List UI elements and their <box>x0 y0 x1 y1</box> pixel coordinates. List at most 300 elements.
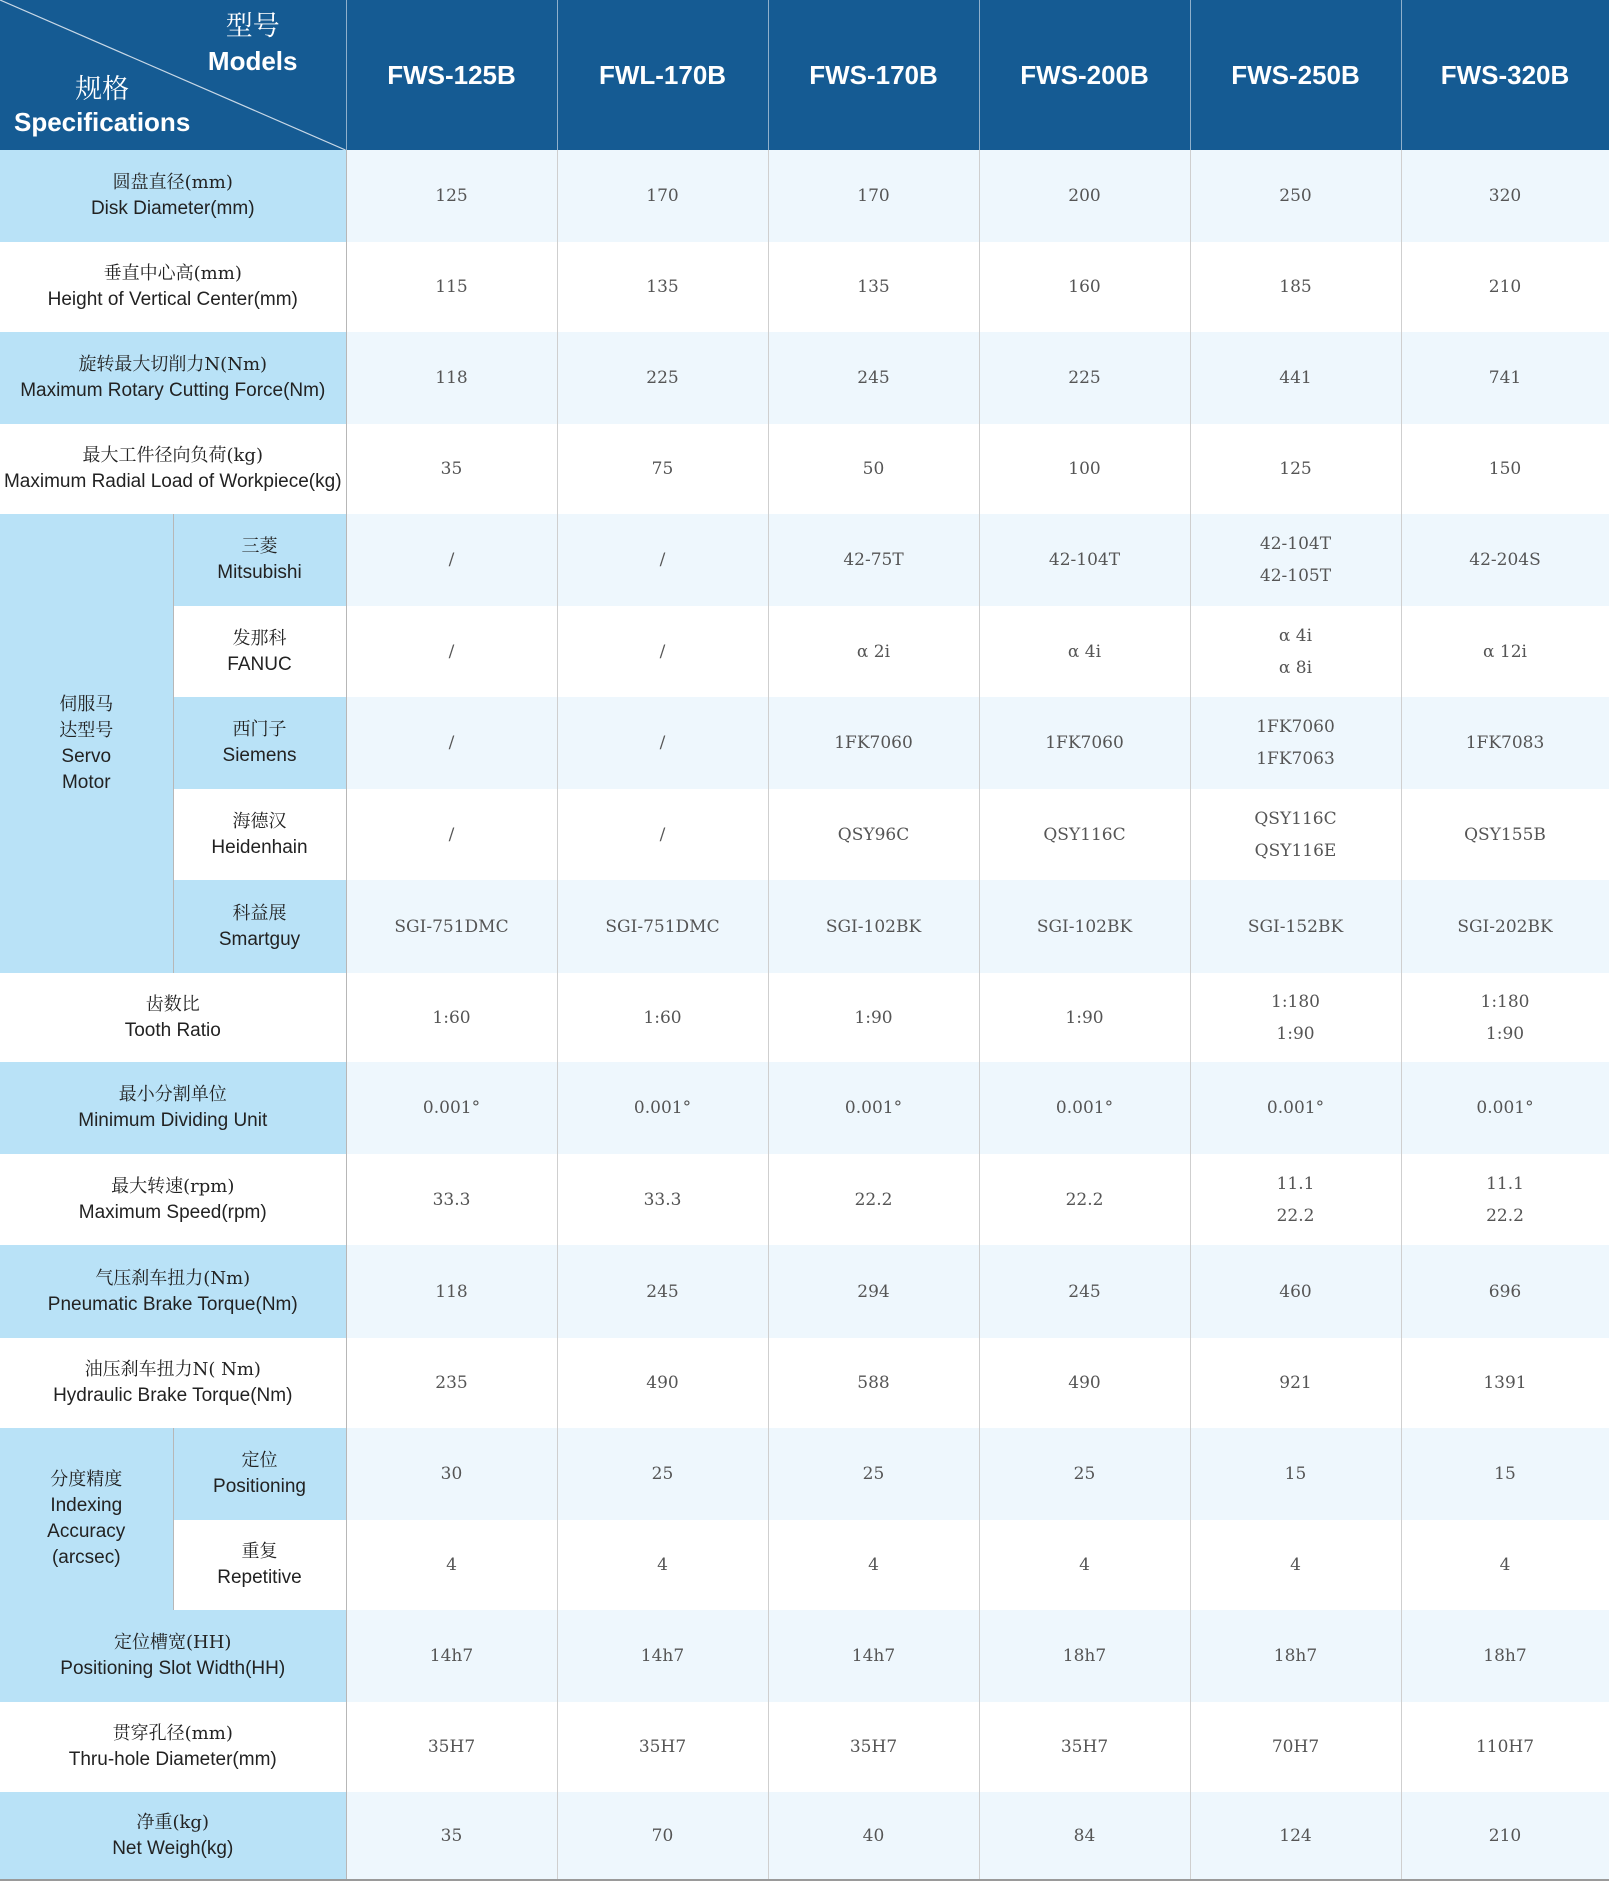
label-en: Tooth Ratio <box>124 1019 221 1041</box>
value-cell <box>768 150 979 242</box>
row-thru-hole <box>0 1702 1609 1792</box>
value-cell <box>1401 1245 1609 1338</box>
value-text: 1:60 <box>643 1007 682 1028</box>
value-cell <box>979 332 1190 424</box>
value-text: 18h7 <box>1062 1646 1107 1666</box>
row-max-speed <box>0 1154 1609 1245</box>
value-text: SGI-102BK <box>825 916 922 937</box>
value-cell <box>1190 1792 1401 1880</box>
value-cell <box>346 973 557 1062</box>
value-cell <box>346 242 557 332</box>
value-text: 125 <box>1279 459 1312 479</box>
row-indexing-positioning <box>0 1428 1609 1520</box>
models-en-label: Models <box>207 46 298 76</box>
row-slot-width <box>0 1610 1609 1702</box>
label-cn: 贯穿孔径(mm) <box>112 1723 233 1744</box>
row-label <box>0 1610 346 1702</box>
value-text: 35H7 <box>1060 1737 1109 1757</box>
row-vertical-center <box>0 242 1609 332</box>
row-label <box>0 973 346 1062</box>
specs-heading <box>14 74 190 138</box>
value-cell <box>557 332 768 424</box>
value-cell <box>1190 242 1401 332</box>
value-text: 75 <box>651 459 674 479</box>
value-text: 100 <box>1068 459 1101 479</box>
value-text: 35 <box>440 459 463 479</box>
value-cell <box>346 150 557 242</box>
label-en: Smartguy <box>218 928 301 950</box>
row-servo-heidenhain <box>0 789 1609 880</box>
value-cell <box>1401 1610 1609 1702</box>
model-header: FWS-170B <box>768 0 979 150</box>
value-text: SGI-102BK <box>1036 916 1133 937</box>
value-cell <box>768 1245 979 1338</box>
value-cell <box>979 880 1190 973</box>
value-text: 441 <box>1279 368 1312 388</box>
value-cell <box>557 1062 768 1154</box>
value-text: 14h7 <box>851 1646 896 1666</box>
value-text: 160 <box>1068 277 1101 297</box>
value-cell <box>1190 1702 1401 1792</box>
value-cell <box>1190 1520 1401 1610</box>
value-text: 0.001° <box>633 1098 692 1118</box>
label-cn: 西门子 <box>232 719 287 740</box>
value-text: 4 <box>1499 1555 1511 1575</box>
value-cell <box>768 424 979 514</box>
value-text: 14h7 <box>640 1646 685 1666</box>
value-cell <box>1401 1520 1609 1610</box>
value-text: 135 <box>646 277 679 297</box>
value-text: 50 <box>862 459 885 479</box>
value-cell <box>979 424 1190 514</box>
value-text: 490 <box>1068 1373 1101 1393</box>
value-text: / <box>659 824 666 845</box>
row-radial-load <box>0 424 1609 514</box>
value-text: SGI-751DMC <box>394 916 509 937</box>
value-cell <box>346 1154 557 1245</box>
specs-cn-label: 规格 <box>75 74 130 105</box>
label-cn: 科益展 <box>232 902 287 924</box>
row-label <box>0 1154 346 1245</box>
value-cell <box>557 242 768 332</box>
label-cn: 分度精度 <box>50 1469 123 1490</box>
value-text: / <box>448 550 455 570</box>
value-text: SGI-202BK <box>1457 916 1553 937</box>
value-cell <box>768 514 979 606</box>
value-cell <box>768 242 979 332</box>
value-text: 200 <box>1068 186 1101 206</box>
label-en: Motor <box>61 771 111 793</box>
value-text: / <box>659 733 666 753</box>
value-text: 35H7 <box>849 1737 898 1757</box>
value-cell <box>1190 789 1401 880</box>
models-heading <box>208 10 298 78</box>
label-en: Mitsubishi <box>217 562 302 583</box>
value-text: 250 <box>1279 186 1312 206</box>
label-en: Siemens <box>222 745 297 766</box>
label-cn: 圆盘直径(mm) <box>112 172 233 193</box>
value-cell <box>768 697 979 789</box>
value-text: α 8i <box>1278 657 1313 678</box>
row-label <box>0 1338 346 1428</box>
row-servo-mitsubishi <box>0 514 1609 606</box>
header-corner <box>0 0 346 150</box>
label-cn: 最大工件径向负荷(kg) <box>82 445 263 466</box>
value-text: 22.2 <box>1065 1189 1104 1210</box>
value-text: 588 <box>857 1373 890 1393</box>
value-cell <box>979 242 1190 332</box>
value-cell <box>1190 880 1401 973</box>
row-servo-siemens <box>0 697 1609 789</box>
value-cell <box>557 1428 768 1520</box>
value-cell <box>557 789 768 880</box>
value-cell <box>557 1520 768 1610</box>
value-text: 150 <box>1488 459 1522 479</box>
model-header: FWS-125B <box>346 0 557 150</box>
value-text: 245 <box>1068 1281 1101 1302</box>
label-en: Maximum Rotary Cutting Force(Nm) <box>20 380 326 401</box>
value-text: 460 <box>1279 1281 1312 1302</box>
row-label <box>0 1792 346 1880</box>
value-text: 25 <box>651 1464 674 1484</box>
label-en: Positioning Slot Width(HH) <box>60 1658 286 1679</box>
value-cell <box>1190 1154 1401 1245</box>
value-cell <box>1190 1428 1401 1520</box>
row-label <box>173 606 346 697</box>
value-text: 84 <box>1073 1825 1096 1846</box>
value-text: 1:90 <box>854 1007 893 1028</box>
value-text: 42-104T <box>1048 550 1121 570</box>
value-text: 40 <box>862 1825 885 1846</box>
row-servo-smartguy <box>0 880 1609 973</box>
value-text: 320 <box>1488 186 1522 206</box>
row-hydraulic-brake <box>0 1338 1609 1428</box>
value-cell <box>1401 332 1609 424</box>
value-text: 0.001° <box>422 1098 481 1118</box>
label-en: Pneumatic Brake Torque(Nm) <box>47 1293 298 1315</box>
value-text: 1:90 <box>1485 1023 1525 1044</box>
value-cell <box>1401 973 1609 1062</box>
value-text: QSY116C <box>1043 824 1126 845</box>
value-cell <box>979 789 1190 880</box>
value-cell <box>557 880 768 973</box>
value-cell <box>1190 606 1401 697</box>
label-en: Maximum Radial Load of Workpiece(kg) <box>3 471 342 492</box>
value-cell <box>557 1792 768 1880</box>
value-cell <box>768 1702 979 1792</box>
value-text: 14h7 <box>429 1646 474 1666</box>
value-text: 1:60 <box>432 1007 471 1028</box>
value-text: 170 <box>857 186 890 206</box>
label-cn: 最小分割单位 <box>118 1084 227 1105</box>
row-indexing-repetitive <box>0 1520 1609 1610</box>
label-en: Indexing <box>50 1495 123 1516</box>
label-cn: 旋转最大切削力N(Nm) <box>78 354 268 375</box>
value-text: 1:90 <box>1065 1007 1104 1028</box>
value-text: / <box>659 641 666 662</box>
value-text: 25 <box>862 1464 885 1484</box>
value-cell <box>768 1338 979 1428</box>
value-cell <box>346 880 557 973</box>
row-cutting-force <box>0 332 1609 424</box>
label-en: Positioning <box>213 1476 306 1497</box>
value-cell <box>1401 1792 1609 1880</box>
value-cell <box>346 1245 557 1338</box>
label-en: Minimum Dividing Unit <box>78 1110 268 1131</box>
value-cell <box>346 1428 557 1520</box>
value-cell <box>1401 789 1609 880</box>
value-cell <box>1190 973 1401 1062</box>
row-label <box>173 1520 346 1610</box>
value-text: 18h7 <box>1273 1646 1318 1666</box>
label-cn: 最大转速(rpm) <box>111 1175 235 1197</box>
value-cell <box>768 973 979 1062</box>
row-label <box>173 514 346 606</box>
value-text: 1:180 <box>1271 991 1320 1012</box>
value-cell <box>979 1154 1190 1245</box>
value-cell <box>979 150 1190 242</box>
value-text: 1FK7060 <box>834 733 913 753</box>
value-cell <box>346 789 557 880</box>
value-text: 235 <box>435 1373 468 1393</box>
value-text: 1:90 <box>1276 1023 1315 1044</box>
value-text: 11.1 <box>1276 1173 1315 1194</box>
value-text: / <box>448 641 455 662</box>
value-text: 1FK7063 <box>1256 749 1335 769</box>
value-text: / <box>659 550 666 570</box>
value-text: 245 <box>646 1281 679 1302</box>
value-text: 245 <box>857 368 890 388</box>
value-text: 22.2 <box>1486 1205 1524 1226</box>
row-label <box>0 242 346 332</box>
value-text: 1FK7060 <box>1256 717 1335 737</box>
value-cell <box>557 1610 768 1702</box>
row-tooth-ratio <box>0 973 1609 1062</box>
servo-motor-group-label <box>0 514 173 973</box>
label-cn: 油压刹车扭力N( Nm) <box>84 1359 261 1380</box>
value-text: α 4i <box>1278 625 1313 646</box>
value-text: 135 <box>857 277 890 297</box>
value-cell <box>1401 150 1609 242</box>
value-text: 1391 <box>1483 1373 1527 1393</box>
row-dividing-unit <box>0 1062 1609 1154</box>
row-disk-diameter <box>0 150 1609 242</box>
value-text: 18h7 <box>1483 1646 1527 1666</box>
value-cell <box>979 606 1190 697</box>
value-cell <box>1190 332 1401 424</box>
value-cell <box>768 789 979 880</box>
value-cell <box>768 880 979 973</box>
value-cell <box>1190 1062 1401 1154</box>
value-text: α 4i <box>1067 641 1102 662</box>
value-cell <box>346 1610 557 1702</box>
value-text: 11.1 <box>1486 1173 1524 1194</box>
label-en: Accuracy <box>47 1521 126 1542</box>
value-text: QSY155B <box>1464 824 1546 845</box>
value-cell <box>1190 150 1401 242</box>
value-text: 70H7 <box>1271 1737 1320 1757</box>
value-cell <box>1190 1610 1401 1702</box>
label-cn: 气压刹车扭力(Nm) <box>95 1267 251 1289</box>
value-cell <box>1401 1154 1609 1245</box>
value-cell <box>1401 1062 1609 1154</box>
label-en: Height of Vertical Center(mm) <box>47 289 298 310</box>
label-cn: 垂直中心高(mm) <box>103 263 242 284</box>
value-text: 124 <box>1279 1825 1312 1846</box>
value-cell <box>557 150 768 242</box>
label-en: Maximum Speed(rpm) <box>78 1201 267 1223</box>
value-text: 25 <box>1073 1464 1096 1484</box>
value-cell <box>1401 1702 1609 1792</box>
model-header: FWS-250B <box>1190 0 1401 150</box>
value-cell <box>1401 880 1609 973</box>
value-cell <box>557 973 768 1062</box>
value-text: 4 <box>868 1555 879 1575</box>
label-cn: 伺服马 <box>59 693 114 715</box>
value-cell <box>557 697 768 789</box>
value-cell <box>557 514 768 606</box>
label-cn: 定位槽宽(HH) <box>114 1632 232 1653</box>
value-text: 185 <box>1279 277 1312 297</box>
value-cell <box>979 697 1190 789</box>
label-en: (arcsec) <box>51 1547 121 1568</box>
value-text: 22.2 <box>854 1189 893 1210</box>
value-cell <box>1401 242 1609 332</box>
value-text: 15 <box>1494 1464 1516 1484</box>
label-en: FANUC <box>227 653 292 675</box>
value-text: 1FK7060 <box>1045 733 1124 753</box>
value-text: SGI-152BK <box>1247 916 1344 937</box>
value-text: 4 <box>1079 1555 1090 1575</box>
value-text: QSY116E <box>1254 840 1337 861</box>
value-cell <box>768 606 979 697</box>
value-cell <box>979 1338 1190 1428</box>
value-cell <box>346 1520 557 1610</box>
row-label <box>0 332 346 424</box>
value-cell <box>979 1792 1190 1880</box>
value-text: 4 <box>657 1555 668 1575</box>
value-text: QSY96C <box>837 824 910 845</box>
value-cell <box>1190 514 1401 606</box>
value-text: SGI-751DMC <box>605 916 720 937</box>
model-header: FWS-200B <box>979 0 1190 150</box>
value-cell <box>768 1792 979 1880</box>
indexing-accuracy-group-label <box>0 1428 173 1610</box>
value-text: 4 <box>1290 1555 1301 1575</box>
value-text: QSY116C <box>1254 808 1337 829</box>
value-text: 490 <box>646 1373 679 1393</box>
label-cn: 三菱 <box>241 536 278 557</box>
row-label <box>0 424 346 514</box>
value-cell <box>979 1520 1190 1610</box>
value-cell <box>979 973 1190 1062</box>
label-cn: 净重(kg) <box>136 1811 209 1833</box>
value-cell <box>557 424 768 514</box>
value-cell <box>1190 697 1401 789</box>
value-cell <box>346 514 557 606</box>
label-en: Repetitive <box>217 1567 302 1588</box>
value-cell <box>979 1610 1190 1702</box>
label-cn: 定位 <box>241 1450 278 1471</box>
value-cell <box>979 1702 1190 1792</box>
value-cell <box>346 1338 557 1428</box>
value-text: 125 <box>435 186 468 206</box>
value-cell <box>1401 606 1609 697</box>
value-text: 115 <box>435 277 468 297</box>
value-text: 35H7 <box>638 1737 687 1757</box>
header-row <box>0 0 1609 150</box>
row-label <box>173 697 346 789</box>
value-cell <box>346 1702 557 1792</box>
value-cell <box>768 1428 979 1520</box>
value-cell <box>557 1338 768 1428</box>
value-cell <box>768 1062 979 1154</box>
value-cell <box>1401 424 1609 514</box>
value-text: / <box>448 733 455 753</box>
label-en: Thru-hole Diameter(mm) <box>68 1749 277 1770</box>
row-label <box>173 789 346 880</box>
value-cell <box>768 1154 979 1245</box>
value-cell <box>557 1702 768 1792</box>
value-cell <box>346 1062 557 1154</box>
row-label <box>0 1062 346 1154</box>
label-cn: 齿数比 <box>145 993 200 1015</box>
row-label <box>173 880 346 973</box>
value-text: 42-104T <box>1259 534 1332 554</box>
label-en: Disk Diameter(mm) <box>90 198 255 219</box>
row-servo-fanuc <box>0 606 1609 697</box>
value-text: 741 <box>1488 368 1522 388</box>
value-cell <box>557 1245 768 1338</box>
value-text: 0.001° <box>1266 1098 1325 1118</box>
value-text: α 12i <box>1483 641 1527 662</box>
value-cell <box>979 1245 1190 1338</box>
value-text: 110H7 <box>1475 1737 1535 1757</box>
value-cell <box>979 514 1190 606</box>
value-text: 1:180 <box>1480 991 1530 1012</box>
model-header: FWL-170B <box>557 0 768 150</box>
value-cell <box>979 1428 1190 1520</box>
label-en: Heidenhain <box>211 836 308 858</box>
value-text: 210 <box>1488 1825 1522 1846</box>
label-cn: 重复 <box>241 1541 278 1562</box>
row-label <box>0 1245 346 1338</box>
value-text: 225 <box>646 368 679 388</box>
value-cell <box>346 697 557 789</box>
value-text: 30 <box>440 1464 463 1484</box>
value-text: 35H7 <box>427 1737 476 1757</box>
row-label <box>0 150 346 242</box>
value-text: 210 <box>1488 277 1522 297</box>
value-text: 15 <box>1284 1464 1307 1484</box>
value-cell <box>1190 1338 1401 1428</box>
value-text: 696 <box>1488 1281 1522 1302</box>
value-cell <box>557 1154 768 1245</box>
row-label <box>173 1428 346 1520</box>
value-text: 170 <box>646 186 679 206</box>
value-cell <box>346 1792 557 1880</box>
label-cn: 发那科 <box>232 627 287 649</box>
label-en: Servo <box>61 745 112 767</box>
row-net-weight <box>0 1792 1609 1880</box>
value-text: 33.3 <box>432 1189 471 1210</box>
specs-en-label: Specifications <box>14 107 191 137</box>
value-text: 4 <box>446 1555 457 1575</box>
value-text: 0.001° <box>844 1098 903 1118</box>
value-cell <box>768 1520 979 1610</box>
value-text: 0.001° <box>1476 1098 1534 1118</box>
value-cell <box>1401 514 1609 606</box>
